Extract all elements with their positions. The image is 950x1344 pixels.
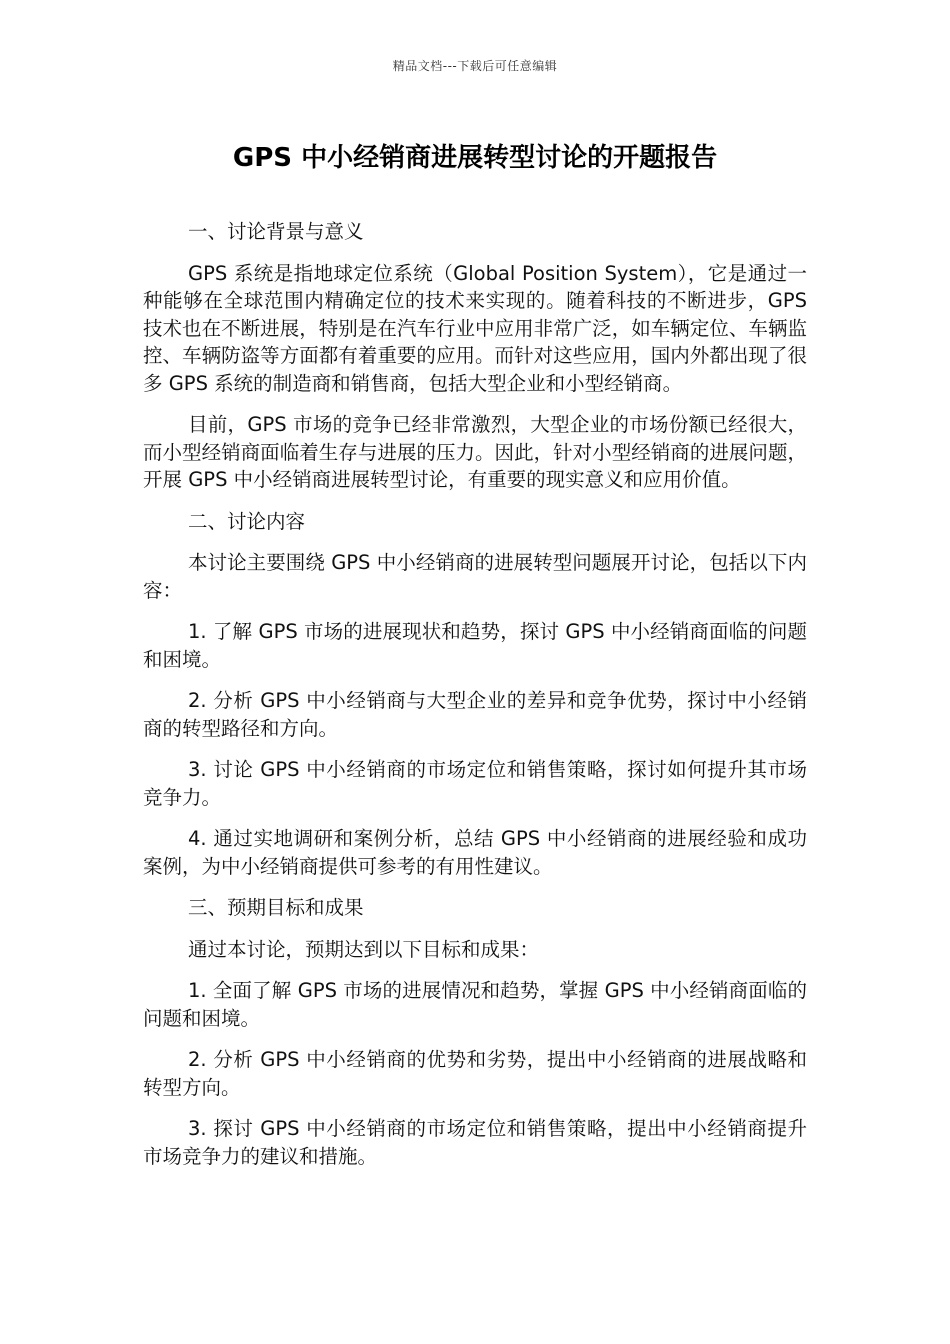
list-item: 1. 全面了解 GPS 市场的进展情况和趋势，掌握 GPS 中小经销商面临的问题和困境。 (143, 979, 807, 1030)
list-item: 3. 讨论 GPS 中小经销商的市场定位和销售策略，探讨如何提升其市场竞争力。 (143, 758, 807, 809)
paragraph: 本讨论主要围绕 GPS 中小经销商的进展转型问题展开讨论，包括以下内容： (143, 551, 807, 602)
header-note: 精品文档---下载后可任意编辑 (392, 59, 558, 73)
section-heading-goals: 三、预期目标和成果 (188, 896, 364, 919)
paragraph: 通过本讨论，预期达到以下目标和成果： (188, 937, 540, 961)
list-item: 3. 探讨 GPS 中小经销商的市场定位和销售策略，提出中小经销商提升市场竞争力的建议和措施。 (143, 1117, 807, 1168)
list-item: 2. 分析 GPS 中小经销商的优势和劣势，提出中小经销商的进展战略和转型方向。 (143, 1048, 807, 1099)
document-title: GPS 中小经销商进展转型讨论的开题报告 (232, 143, 718, 173)
list-item: 2. 分析 GPS 中小经销商与大型企业的差异和竞争优势，探讨中小经销商的转型路径和方向。 (143, 689, 807, 740)
paragraph: GPS 系统是指地球定位系统（Global Position System），它是通过一种能够在全球范围内精确定位的技术来实现的。随着科技的不断进步，GPS 技术也在不断进展，特别是在汽车行业中应用非常广泛，如车辆定位、车辆监控、车辆防盗等方面都有着重要的应用。而针对这些应用，国内外都出现了很多 GPS 系统的制造商和销售商，包括大型企业和小型经销商。 (143, 261, 807, 395)
paragraph: 目前，GPS 市场的竞争已经非常激烈，大型企业的市场份额已经很大，而小型经销商面临着生存与进展的压力。因此，针对小型经销商的进展问题，开展 GPS 中小经销商进展转型讨论，有重要的现实意义和应用价值。 (143, 413, 807, 491)
list-item: 4. 通过实地调研和案例分析，总结 GPS 中小经销商的进展经验和成功案例，为中小经销商提供可参考的有用性建议。 (143, 827, 807, 878)
section-heading-content: 二、讨论内容 (188, 509, 306, 533)
list-item: 1. 了解 GPS 市场的进展现状和趋势，探讨 GPS 中小经销商面临的问题和困境。 (143, 620, 807, 671)
document-body (143, 218, 807, 1184)
section-heading-background: 一、讨论背景与意义 (188, 220, 364, 243)
